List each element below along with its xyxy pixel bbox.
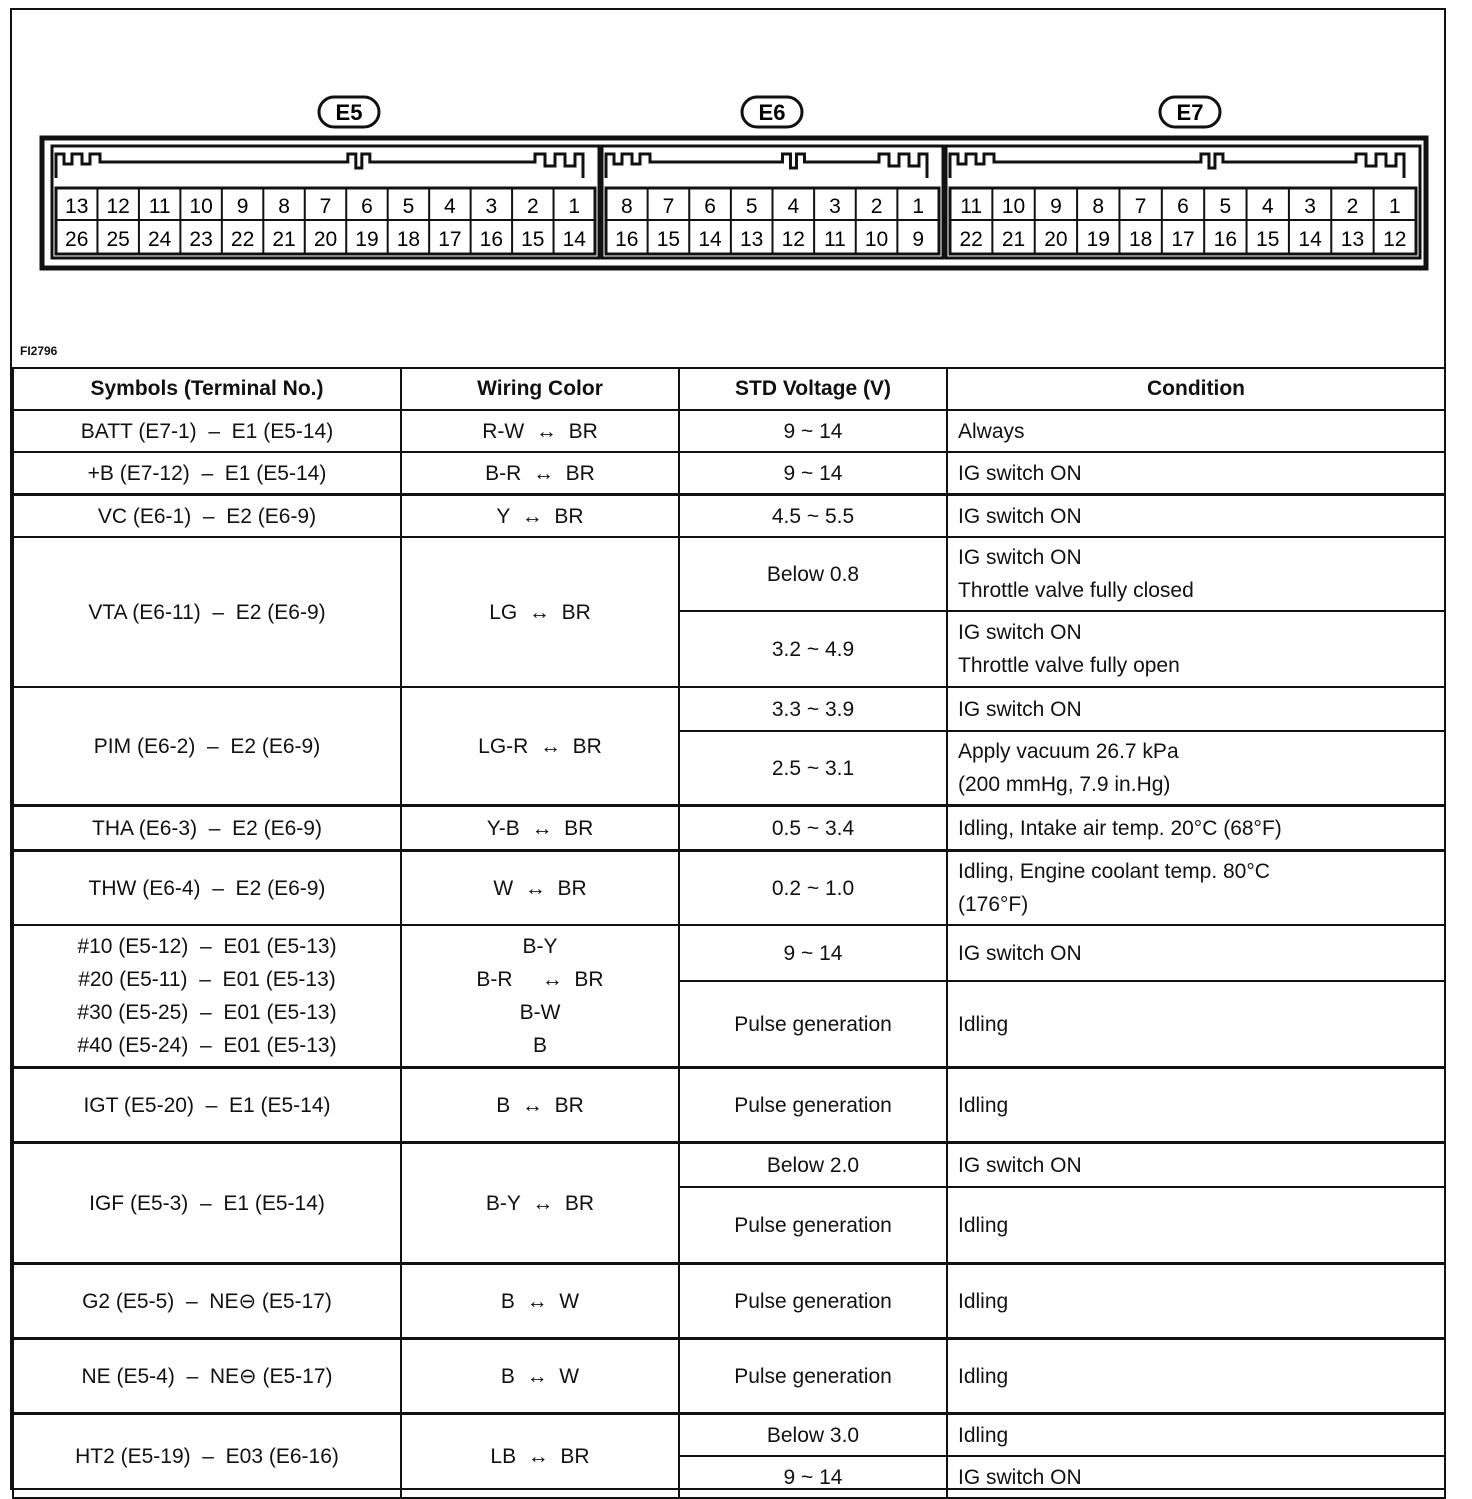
table-header-row — [13, 368, 1445, 410]
terminal-symbols: +B (E7-12) – E1 (E5-14) — [13, 452, 401, 495]
pin-number: 14 — [562, 228, 586, 251]
table-row — [13, 1068, 1445, 1143]
document-sheet — [10, 8, 1446, 1490]
wiring-color: LB ↔ BR — [401, 1414, 679, 1499]
condition: Idling — [947, 1264, 1445, 1339]
pin-number: 18 — [1128, 228, 1153, 251]
table-row — [13, 851, 1445, 926]
pin-number: 6 — [1177, 195, 1189, 218]
pin-number: 24 — [147, 228, 172, 251]
header-wiring-color: Wiring Color — [401, 368, 679, 410]
condition: Always — [947, 410, 1445, 452]
wiring-color: W ↔ BR — [401, 851, 679, 926]
condition: Idling — [947, 1187, 1445, 1264]
pin-number: 13 — [65, 195, 89, 218]
std-voltage: 9 ~ 14 — [679, 925, 947, 981]
pin-number: 7 — [319, 195, 332, 218]
pin-number: 15 — [521, 228, 545, 251]
std-voltage: Pulse generation — [679, 1339, 947, 1414]
pin-number: 25 — [106, 228, 130, 251]
condition: IG switch ON — [947, 1143, 1445, 1188]
wiring-color: Y-B ↔ BR — [401, 806, 679, 851]
pin-number: 4 — [444, 195, 456, 218]
pin-number: 12 — [1383, 228, 1407, 251]
table-row — [13, 1264, 1445, 1339]
pin-number: 13 — [740, 228, 764, 251]
pin-number: 10 — [189, 195, 213, 218]
terminal-symbols: IGF (E5-3) – E1 (E5-14) — [13, 1143, 401, 1264]
std-voltage: Pulse generation — [679, 981, 947, 1068]
condition: IG switch ON — [947, 687, 1445, 731]
std-voltage: 9 ~ 14 — [679, 410, 947, 452]
terminal-symbols: IGT (E5-20) – E1 (E5-14) — [13, 1068, 401, 1143]
pin-number: 12 — [781, 228, 805, 251]
pin-number: 17 — [1171, 228, 1195, 251]
wiring-color: B-Y ↔ BR — [401, 1143, 679, 1264]
pin-number: 13 — [1340, 228, 1365, 251]
terminal-symbols: THA (E6-3) – E2 (E6-9) — [13, 806, 401, 851]
std-voltage: 0.5 ~ 3.4 — [679, 806, 947, 851]
pin-number: 9 — [912, 228, 925, 251]
pin-number: 16 — [615, 228, 639, 251]
condition: Idling — [947, 1339, 1445, 1414]
pin-number: 10 — [1001, 195, 1026, 218]
pin-number: 1 — [568, 195, 581, 218]
pin-number: 1 — [1388, 195, 1401, 218]
condition: IG switch ON — [947, 1456, 1445, 1498]
pin-number: 4 — [1261, 195, 1274, 218]
pin-number: 6 — [361, 195, 373, 218]
wiring-color: B-R ↔ BR — [401, 452, 679, 495]
pin-number: 21 — [272, 228, 296, 251]
condition: Idling — [947, 1068, 1445, 1143]
std-voltage: Below 2.0 — [679, 1143, 947, 1188]
condition: IG switch ON Throttle valve fully closed — [947, 537, 1445, 611]
std-voltage: Pulse generation — [679, 1068, 947, 1143]
pin-number: 3 — [1304, 195, 1316, 218]
condition: IG switch ON — [947, 925, 1445, 981]
terminal-symbols: VC (E6-1) – E2 (E6-9) — [13, 495, 401, 538]
std-voltage: Below 0.8 — [679, 537, 947, 611]
pin-number: 20 — [313, 228, 338, 251]
pin-number: 21 — [1001, 228, 1026, 251]
pin-number: 4 — [787, 195, 800, 218]
connector-label: E6 — [758, 100, 786, 125]
table-row — [13, 410, 1445, 452]
terminal-symbols: BATT (E7-1) – E1 (E5-14) — [13, 410, 401, 452]
connector-label: E7 — [1176, 100, 1204, 125]
pin-number: 11 — [960, 195, 983, 218]
terminal-symbols: THW (E6-4) – E2 (E6-9) — [13, 851, 401, 926]
header-std-voltage: STD Voltage (V) — [679, 368, 947, 410]
wiring-color: Y ↔ BR — [401, 495, 679, 538]
table-row — [13, 687, 1445, 731]
terminal-voltage-table — [12, 367, 1446, 1499]
pin-number: 5 — [402, 195, 415, 218]
std-voltage: 3.3 ~ 3.9 — [679, 687, 947, 731]
header-symbols: Symbols (Terminal No.) — [13, 368, 401, 410]
pin-number: 11 — [824, 228, 846, 251]
table-row — [13, 1143, 1445, 1188]
condition: Idling, Engine coolant temp. 80°C (176°F) — [947, 851, 1445, 926]
pin-number: 8 — [278, 195, 290, 218]
std-voltage: Below 3.0 — [679, 1414, 947, 1457]
pin-number: 22 — [959, 228, 983, 251]
pin-number: 19 — [1086, 228, 1110, 251]
terminal-symbols: PIM (E6-2) – E2 (E6-9) — [13, 687, 401, 806]
pin-number: 19 — [355, 228, 379, 251]
connector-key-profile — [606, 154, 927, 178]
pin-number: 14 — [1298, 228, 1322, 251]
pin-number: 15 — [656, 228, 681, 251]
pin-number: 11 — [148, 195, 171, 218]
pin-number: 3 — [829, 195, 841, 218]
table-row — [13, 1339, 1445, 1414]
pin-number: 20 — [1044, 228, 1068, 251]
std-voltage: 9 ~ 14 — [679, 452, 947, 495]
header-condition: Condition — [947, 368, 1445, 410]
pin-number: 26 — [65, 228, 89, 251]
pin-number: 9 — [236, 195, 249, 218]
wiring-color: B-Y B-R ↔ BR B-W B — [401, 925, 679, 1068]
pin-number: 15 — [1256, 228, 1280, 251]
wiring-color: LG ↔ BR — [401, 537, 679, 687]
std-voltage: 4.5 ~ 5.5 — [679, 495, 947, 538]
wiring-color: B ↔ W — [401, 1339, 679, 1414]
terminal-symbols: HT2 (E5-19) – E03 (E6-16) — [13, 1414, 401, 1499]
pin-number: 8 — [620, 195, 633, 218]
std-voltage: 2.5 ~ 3.1 — [679, 731, 947, 806]
terminal-symbols: NE (E5-4) – NE⊖ (E5-17) — [13, 1339, 401, 1414]
table-row — [13, 806, 1445, 851]
pin-number: 7 — [1134, 195, 1147, 218]
pin-number: 2 — [526, 195, 539, 218]
condition: Apply vacuum 26.7 kPa (200 mmHg, 7.9 in.Hg) — [947, 731, 1445, 806]
condition: IG switch ON Throttle valve fully open — [947, 611, 1445, 687]
connector-key-profile — [950, 154, 1404, 178]
pin-number: 5 — [1219, 195, 1232, 218]
pin-number: 2 — [870, 195, 883, 218]
pin-number: 9 — [1050, 195, 1062, 218]
condition: Idling — [947, 1414, 1445, 1457]
pin-number: 5 — [745, 195, 758, 218]
table-row — [13, 1414, 1445, 1457]
condition: Idling, Intake air temp. 20°C (68°F) — [947, 806, 1445, 851]
table-row — [13, 495, 1445, 538]
table-body — [13, 410, 1445, 1498]
pin-number: 6 — [704, 195, 716, 218]
wiring-color: B ↔ W — [401, 1264, 679, 1339]
connector-key-profile — [56, 154, 583, 178]
pin-number: 12 — [106, 195, 130, 218]
pin-number: 23 — [189, 228, 213, 251]
terminal-symbols: #10 (E5-12) – E01 (E5-13) #20 (E5-11) – E01 (E5-13) #30 (E5-25) – E01 (E5-13) #40 (E5-24) – E01 (E5-13) — [13, 925, 401, 1068]
wiring-color: LG-R ↔ BR — [401, 687, 679, 806]
wiring-color: R-W ↔ BR — [401, 410, 679, 452]
pin-number: 17 — [438, 228, 462, 251]
std-voltage: 0.2 ~ 1.0 — [679, 851, 947, 926]
table-row — [13, 452, 1445, 495]
pin-number: 16 — [1213, 228, 1238, 251]
std-voltage: 9 ~ 14 — [679, 1456, 947, 1498]
table-row — [13, 925, 1445, 981]
table-row — [13, 537, 1445, 611]
figure-id: FI2796 — [20, 344, 58, 358]
pin-number: 16 — [479, 228, 504, 251]
wiring-color: B ↔ BR — [401, 1068, 679, 1143]
pin-number: 18 — [396, 228, 421, 251]
terminal-symbols: VTA (E6-11) – E2 (E6-9) — [13, 537, 401, 687]
std-voltage: Pulse generation — [679, 1264, 947, 1339]
pin-number: 1 — [912, 195, 925, 218]
pin-number: 2 — [1346, 195, 1359, 218]
pin-number: 8 — [1092, 195, 1105, 218]
pin-number: 7 — [662, 195, 675, 218]
pin-number: 3 — [485, 195, 498, 218]
terminal-symbols: G2 (E5-5) – NE⊖ (E5-17) — [13, 1264, 401, 1339]
condition: Idling — [947, 981, 1445, 1068]
ecu-connector-diagram — [12, 10, 1444, 365]
condition: IG switch ON — [947, 495, 1445, 538]
std-voltage: 3.2 ~ 4.9 — [679, 611, 947, 687]
connector-label: E5 — [335, 100, 363, 125]
std-voltage: Pulse generation — [679, 1187, 947, 1264]
pin-number: 22 — [230, 228, 255, 251]
pin-number: 10 — [864, 228, 889, 251]
pin-number: 14 — [698, 228, 722, 251]
condition: IG switch ON — [947, 452, 1445, 495]
